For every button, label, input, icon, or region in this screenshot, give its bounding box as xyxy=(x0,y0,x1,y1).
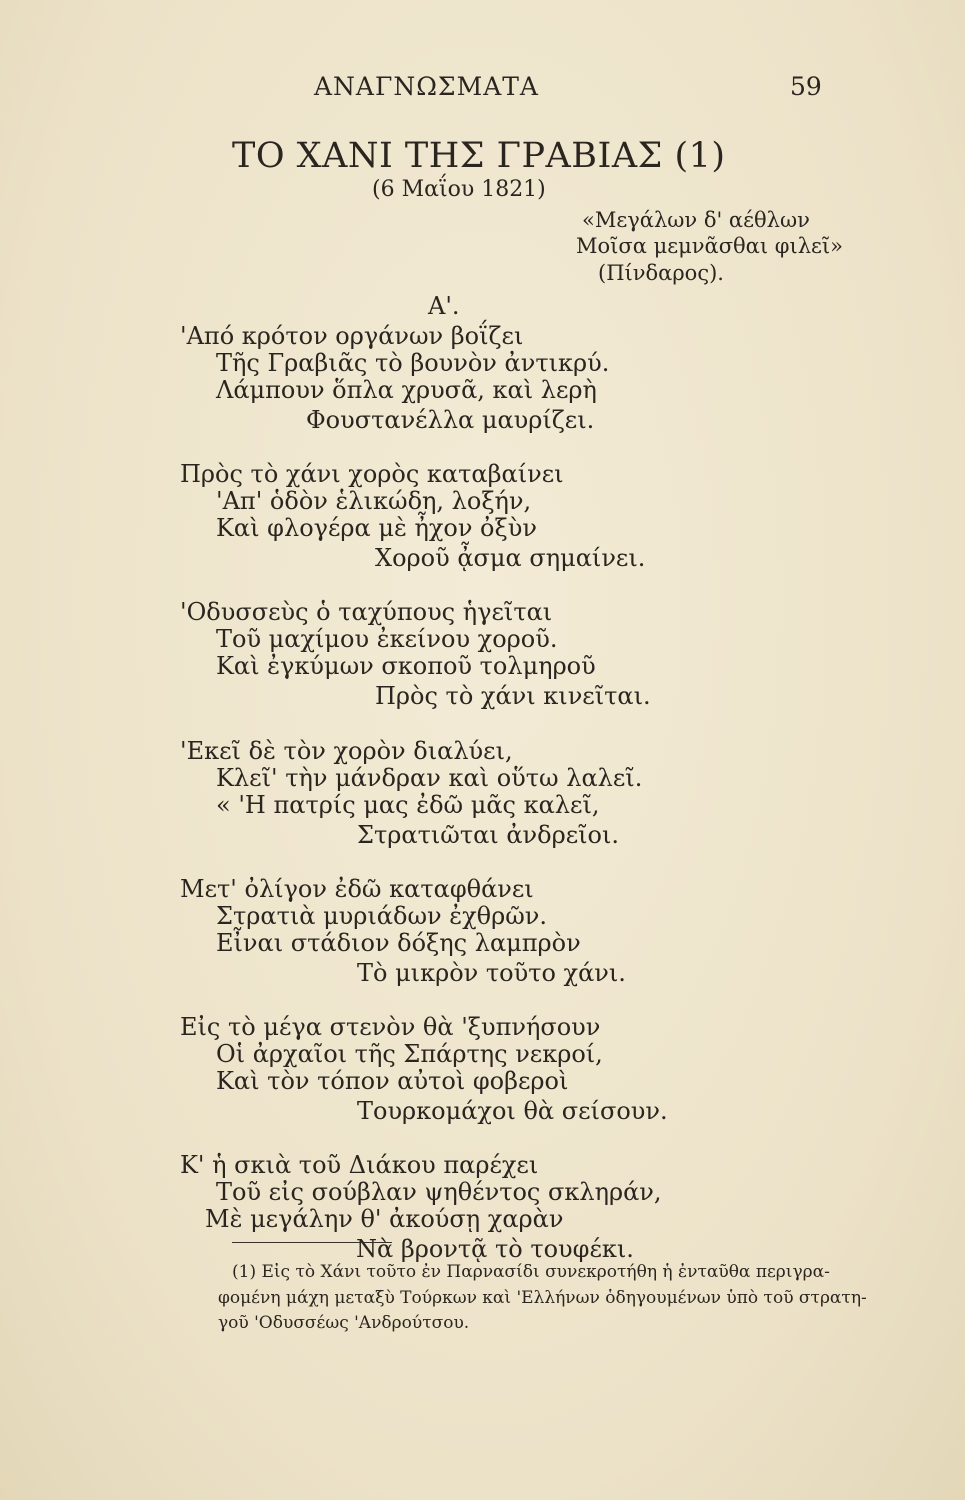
verse-line: Τοῦ μαχίμου ἐκείνου χοροῦ. xyxy=(216,625,558,653)
verse-line: Πρὸς τὸ χάνι χορὸς καταβαίνει xyxy=(180,460,564,488)
verse-line: Τοῦ εἰς σούβλαν ψηθέντος σκληράν, xyxy=(216,1178,662,1206)
verse-line: Καὶ τὸν τόπον αὐτοὶ φοβεροὶ xyxy=(216,1067,569,1095)
verse-line: Καὶ φλογέρα μὲ ἦχον ὀξὺν xyxy=(216,514,537,542)
verse-line: Πρὸς τὸ χάνι κινεῖται. xyxy=(375,682,651,710)
epigraph-line: Μοῖσα μεμνᾶσθαι φιλεῖ» xyxy=(576,234,843,258)
stanza-number: Α'. xyxy=(428,292,460,320)
verse-line: Κ' ἡ σκιὰ τοῦ Διάκου παρέχει xyxy=(180,1151,539,1179)
verse-line: 'Εκεῖ δὲ τὸν χορὸν διαλύει, xyxy=(180,737,513,765)
poem-date: (6 Μαΐου 1821) xyxy=(372,177,546,202)
verse-line: Νὰ βροντᾷ τὸ τουφέκι. xyxy=(356,1235,634,1263)
epigraph-attribution: (Πίνδαρος). xyxy=(598,261,724,285)
verse-line: Μὲ μεγάλην θ' ἀκούσῃ χαρὰν xyxy=(205,1205,564,1233)
verse-line: Στρατιῶται ἀνδρεῖοι. xyxy=(357,821,620,849)
verse-line: 'Απ' ὁδὸν ἑλικώδη, λοξήν, xyxy=(216,487,532,515)
verse-line: 'Από κρότον οργάνων βοΐζει xyxy=(180,322,524,350)
verse-line: Τὸ μικρὸν τοῦτο χάνι. xyxy=(357,959,626,987)
footnote-line: (1) Εἰς τὸ Χάνι τοῦτο ἐν Παρνασίδι συνεκροτήθη ἡ ἐνταῦθα περιγρα- xyxy=(232,1262,830,1282)
poem-title: ΤΟ ΧΑΝΙ ΤΗΣ ΓΡΑΒΙΑΣ (1) xyxy=(232,136,726,176)
verse-line: Κλεῖ' τὴν μάνδραν καὶ οὕτω λαλεῖ. xyxy=(216,764,643,792)
verse-line: Χοροῦ ᾆσμα σημαίνει. xyxy=(375,544,646,572)
verse-line: « 'Η πατρίς μας ἐδῶ μᾶς καλεῖ, xyxy=(216,791,600,819)
verse-line: Μετ' ὀλίγον ἐδῶ καταφθάνει xyxy=(180,875,534,903)
verse-line: Λάμπουν ὅπλα χρυσᾶ, καὶ λερὴ xyxy=(216,376,597,404)
verse-line: Εἶναι στάδιον δόξης λαμπρὸν xyxy=(216,929,581,957)
verse-line: 'Οδυσσεὺς ὁ ταχύπους ἡγεῖται xyxy=(180,598,553,626)
running-head: ΑΝΑΓΝΩΣΜΑΤΑ xyxy=(314,72,539,101)
epigraph-line: «Μεγάλων δ' αέθλων xyxy=(582,208,810,232)
verse-line: Καὶ ἐγκύμων σκοποῦ τολμηροῦ xyxy=(216,652,596,680)
footnote-rule xyxy=(232,1242,392,1243)
footnote-line: γοῦ 'Οδυσσέως 'Ανδρούτσου. xyxy=(218,1313,470,1333)
verse-line: Εἰς τὸ μέγα στενὸν θὰ 'ξυπνήσουν xyxy=(180,1013,601,1041)
page-number: 59 xyxy=(790,72,822,101)
verse-line: Τουρκομάχοι θὰ σείσουν. xyxy=(357,1097,668,1125)
verse-line: Φουστανέλλα μαυρίζει. xyxy=(306,406,595,434)
verse-line: Στρατιὰ μυριάδων ἐχθρῶν. xyxy=(216,902,548,930)
footnote-line: φομένη μάχη μεταξὺ Τούρκων καὶ 'Ελλήνων ὁδηγουμένων ὑπὸ τοῦ στρατη- xyxy=(218,1288,867,1308)
verse-line: Τῆς Γραβιᾶς τὸ βουνὸν ἀντικρύ. xyxy=(216,349,610,377)
verse-line: Οἱ ἀρχαῖοι τῆς Σπάρτης νεκροί, xyxy=(216,1040,603,1068)
